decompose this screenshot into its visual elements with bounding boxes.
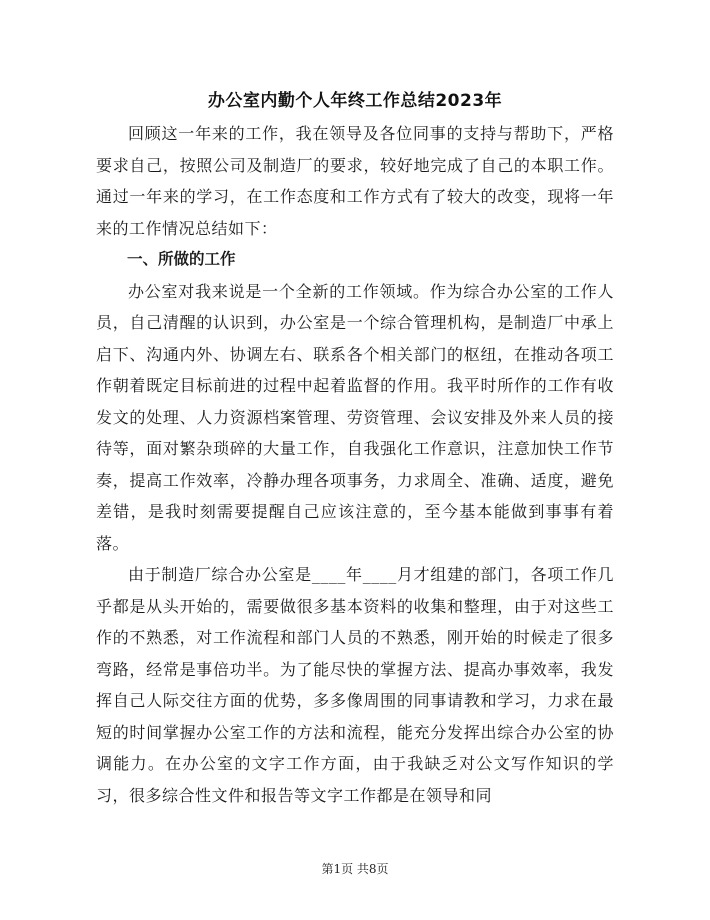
- section-heading: 一、所做的工作: [127, 250, 236, 268]
- page-number: 第1页 共8页: [321, 862, 389, 876]
- document-title: 办公室内勤个人年终工作总结2023年: [207, 91, 503, 111]
- work-paragraph: 办公室对我来说是一个全新的工作领域。作为综合办公室的工作人员，自己清醒的认识到，办公室是一个综合管理机构，是制造厂中承上启下、沟通内外、协调左右、联系各个相关部门的枢纽，在推动各项工作朝着既定目标前进的过程中起着监督的作用。我平时所作的工作有收发文的处理、人力资源档案管理、劳资管理、会议安排及外来人员的接待等，面对繁杂琐碎的大量工作，自我强化工作意识，注意加快工作节奏，提高工作效率，冷静办理各项事务，力求周全、准确、适度，避免差错，是我时刻需要提醒自己应该注意的，至今基本能做到事事有着落。: [96, 281, 614, 553]
- office-paragraph: 由于制造厂综合办公室是____年____月才组建的部门，各项工作几乎都是从头开始的，需要做很多基本资料的收集和整理，由于对这些工作的不熟悉，对工作流程和部门人员的不熟悉，刚开始的时候走了很多弯路，经常是事倍功半。为了能尽快的掌握方法、提高办事效率，我发挥自己人际交往方面的优势，多多像周围的同事请教和学习，力求在最短的时间掌握办公室工作的方法和流程，能充分发挥出综合办公室的协调能力。在办公室的文字工作方面，由于我缺乏对公文写作知识的学习，很多综合性文件和报告等文字工作都是在领导和同: [96, 565, 614, 805]
- intro-paragraph: 回顾这一年来的工作，我在领导及各位同事的支持与帮助下，严格要求自己，按照公司及制造厂的要求，较好地完成了自己的本职工作。通过一年来的学习，在工作态度和工作方式有了较大的改变，现将一年来的工作情况总结如下：: [96, 124, 614, 238]
- document-body: [96, 118, 614, 811]
